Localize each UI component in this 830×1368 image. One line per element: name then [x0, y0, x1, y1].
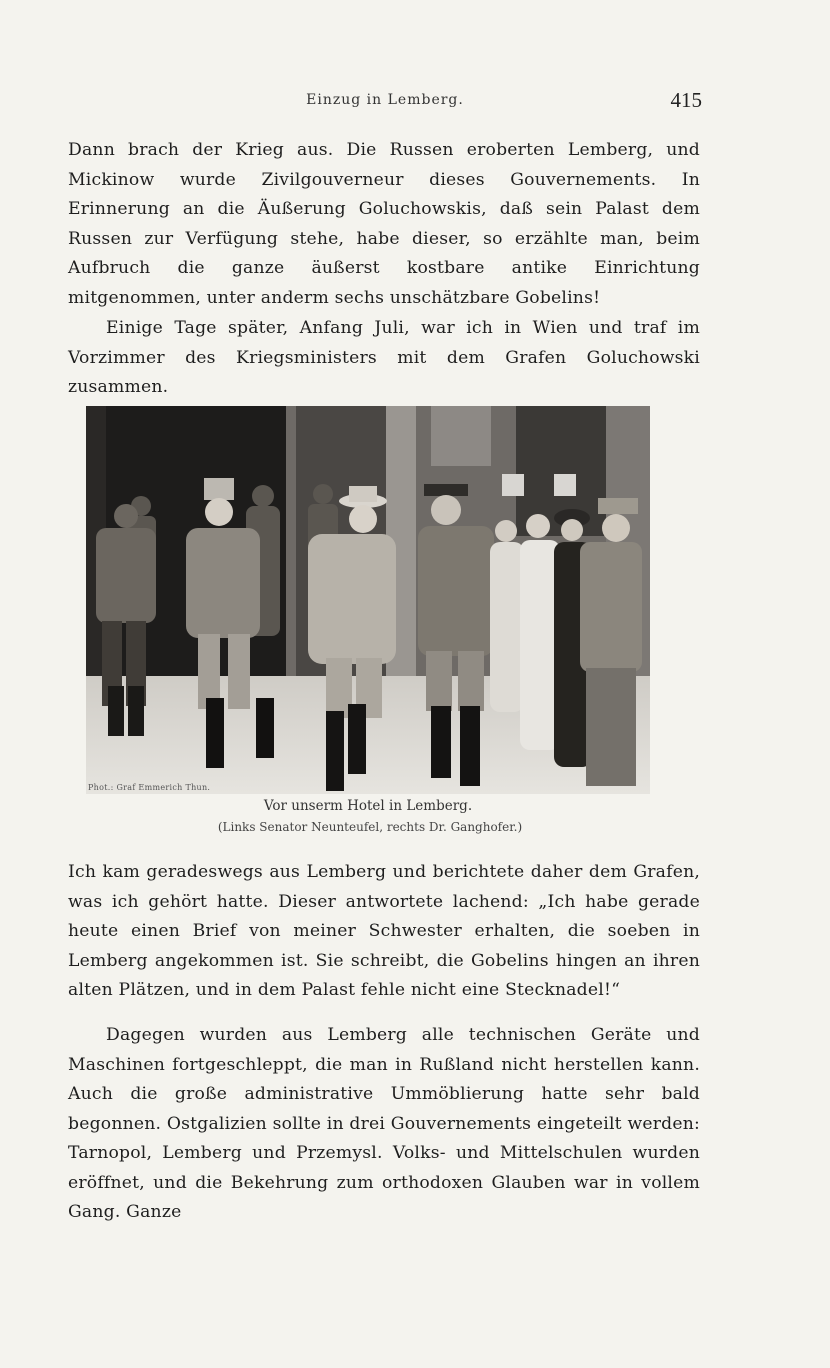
- paragraph-3: Ich kam geradeswegs aus Lemberg und berichtete daher dem Grafen, was ich gehört hatte. Dieser antwortete lachend: „Ich habe gerade heute einen Brief von meiner Schwester erhalten, die soeben in Lemberg angekommen ist. Sie schreibt, die Gobelins hingen an ihren alten Plätzen, und in dem Palast fehle nicht eine Stecknadel!“: [68, 862, 700, 1000]
- paragraph-2: Einige Tage später, Anfang Juli, war ich in Wien und traf im Vorzimmer des Kriegsministers mit dem Grafen Goluchowski zusammen.: [68, 318, 700, 397]
- paragraph-4: Dagegen wurden aus Lemberg alle technischen Geräte und Maschinen fortgeschleppt, die man in Rußland nicht herstellen kann. Auch die große administrative Ummöblierung hatte sehr bald begonnen. Ostgalizien sollte in drei Gouvernements eingeteilt werden: Tarnopol, Lemberg und Przemysl. Volks- und Mittelschulen wurden eröffnet, und die Bekehrung zum orthodoxen Glauben war in vollem Gang. Ganze: [68, 1025, 700, 1222]
- page-number: 415: [670, 88, 702, 112]
- running-head: [68, 88, 702, 118]
- running-title: Einzug in Lemberg.: [306, 92, 464, 108]
- photo-credit: Phot.: Graf Emmerich Thun.: [88, 783, 211, 792]
- figure-subcaption: (Links Senator Neunteufel, rechts Dr. Ganghofer.): [217, 820, 523, 834]
- figure-caption: Vor unserm Hotel in Lemberg.: [263, 798, 473, 814]
- hotel-photograph: [86, 406, 650, 794]
- paragraph-1: Dann brach der Krieg aus. Die Russen eroberten Lemberg, und Mickinow wurde Zivilgouverneur dieses Gouvernements. In Erinnerung an die Äußerung Goluchowskis, daß sein Palast dem Russen zur Verfügung stehe, habe dieser, so erzählte man, beim Aufbruch die ganze äußerst kostbare antike Einrichtung mitgenommen, unter anderm sechs unschätzbare Gobelins!: [68, 140, 700, 308]
- photo-illustration: [86, 406, 650, 794]
